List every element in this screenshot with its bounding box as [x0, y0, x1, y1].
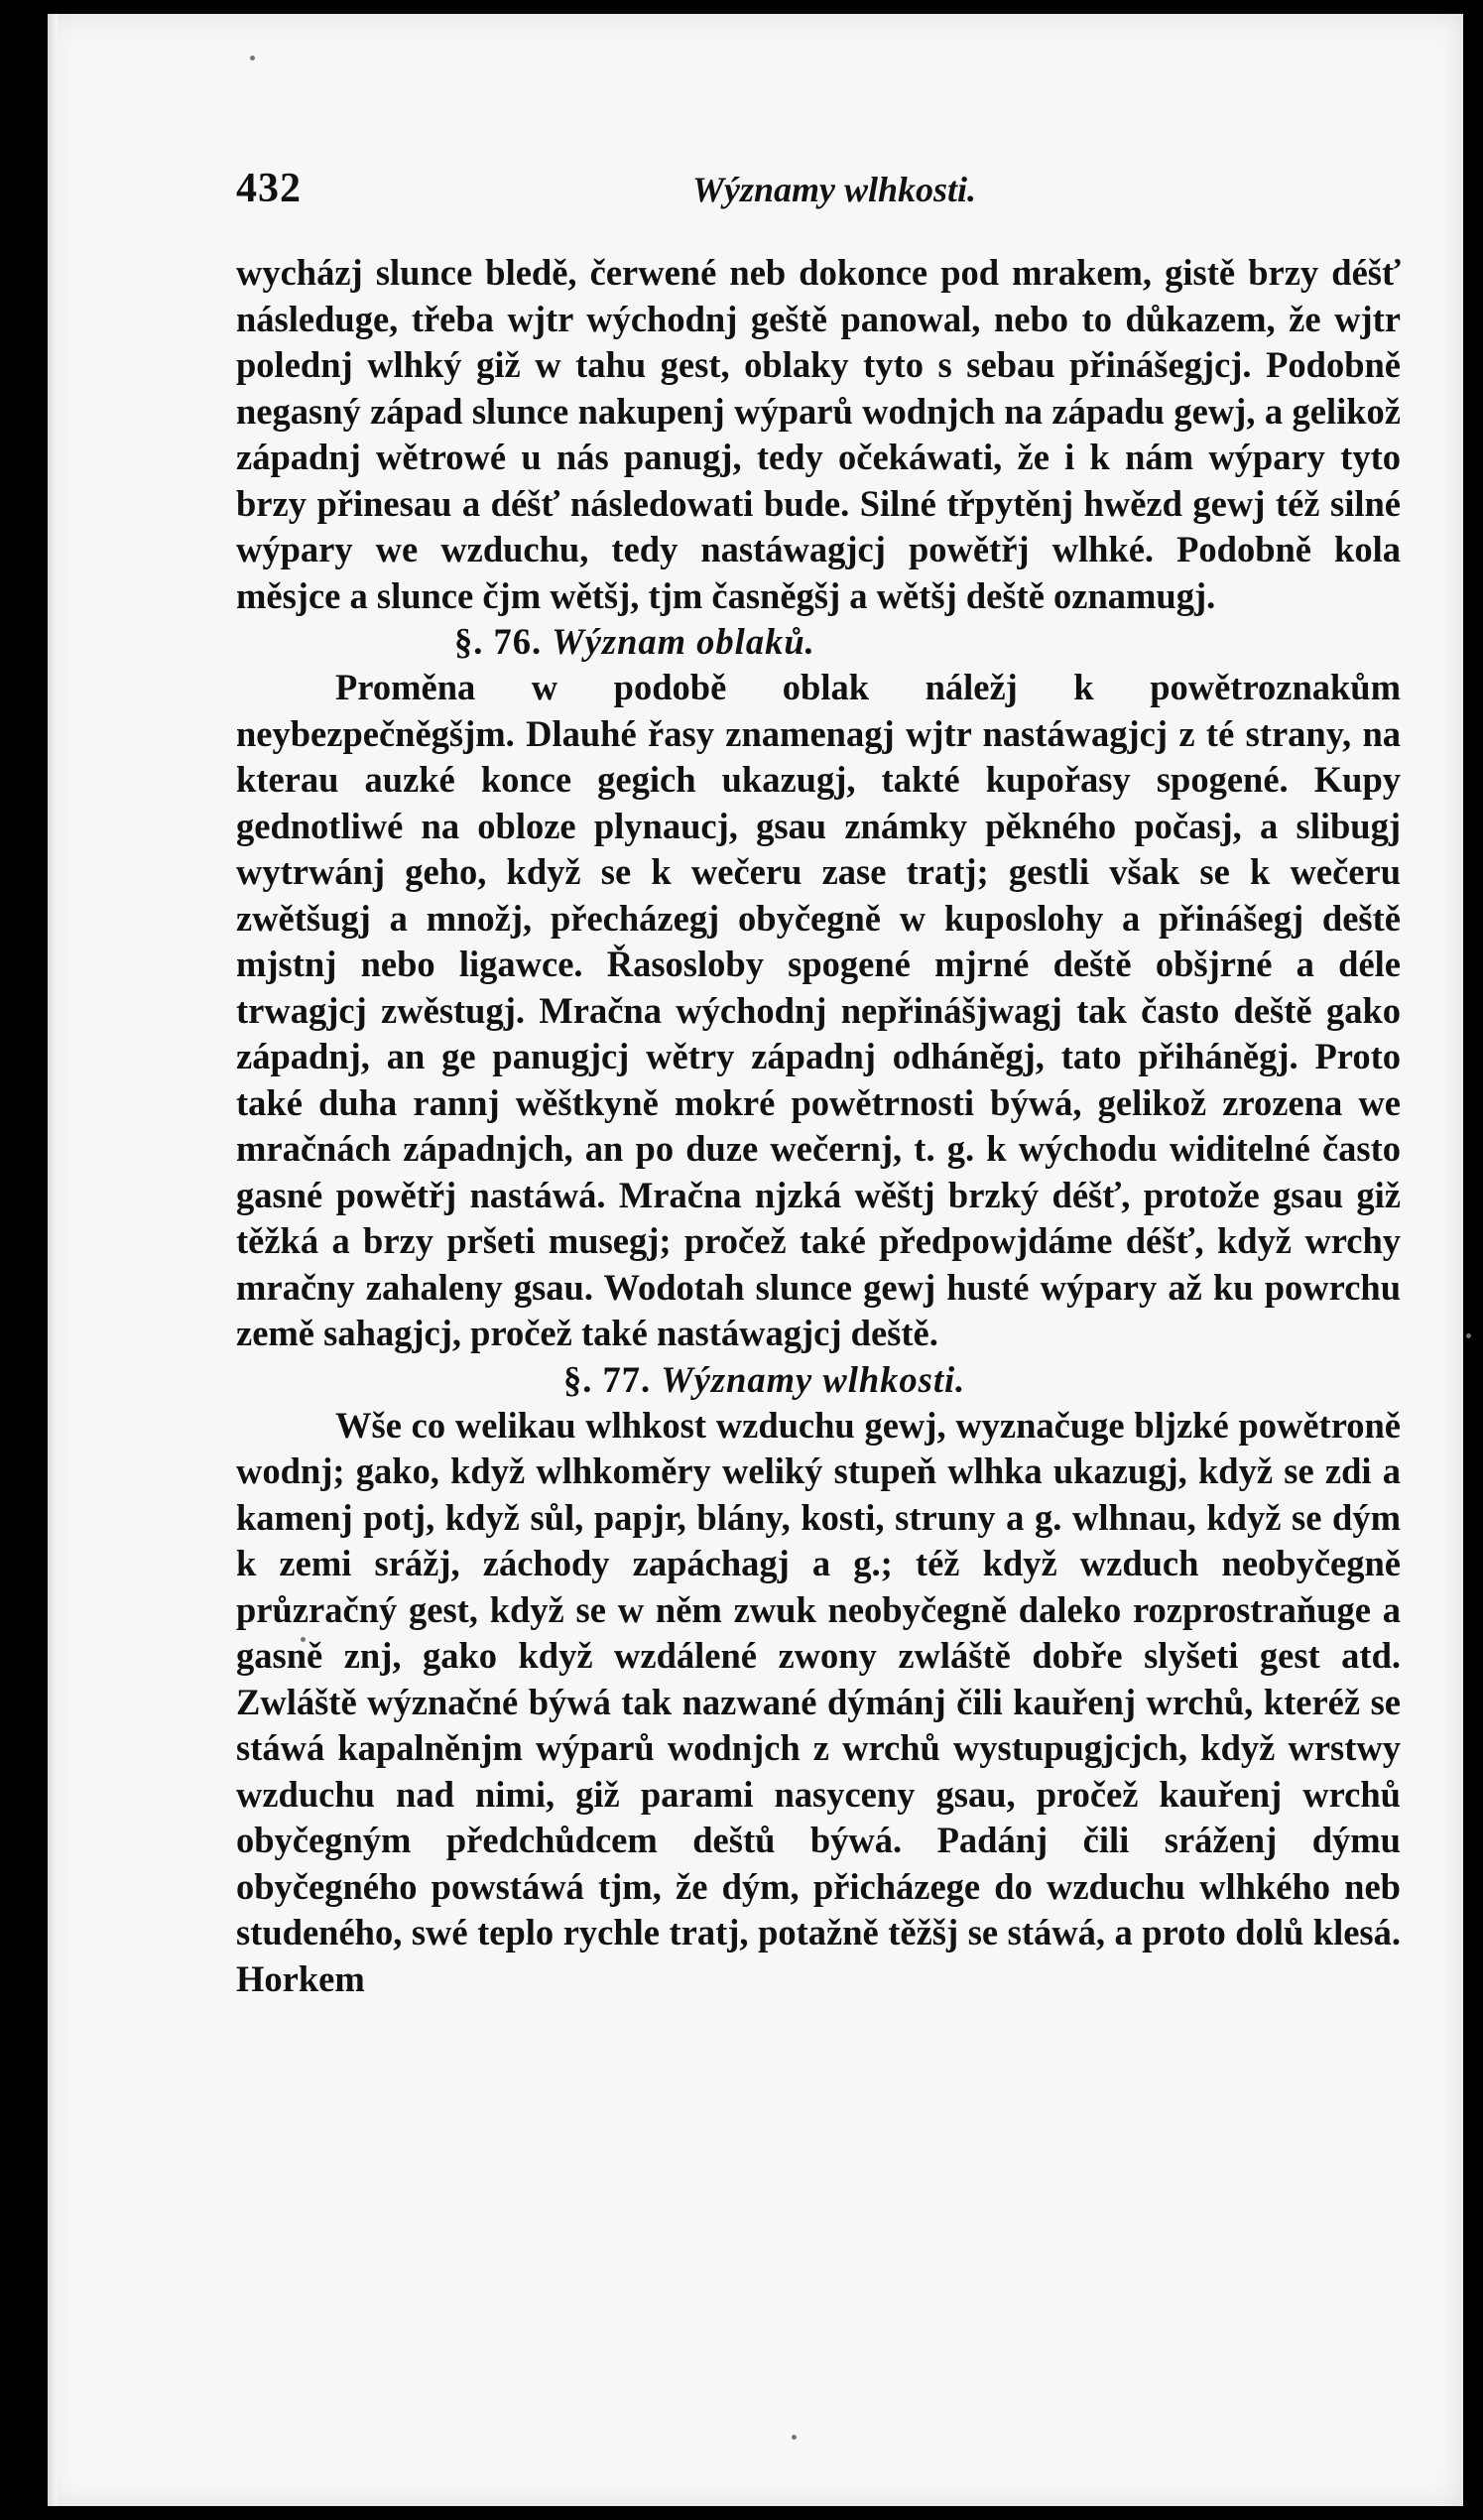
section-number: §. 76. — [454, 621, 543, 662]
paragraph-humidity: Wše co welikau wlhkost wzduchu gewj, wyznačuge bljzké powětroně wodnj; gako, když wlhkoměry weliký stupeň wlhka ukazugj, když se zdi a kamenj potj, když sůl, papjr, blány, kosti, struny a g. wlhnau, když se dým k zemi srážj, záchody zapáchagj a g.; též když wzduch neobyčegně průzračný gest, když se w něm zwuk neobyčegně daleko rozprostraňuge a gasně znj, gako když wzdálené zwony zwláště dobře slyšeti gest atd. Zwláště wýznačné býwá tak nazwané dýmánj čili kauřenj wrchů, kteréž se stáwá kapalněnjm wýparů wodnjch z wrchů wystupugjcjch, když wrstwy wzduchu nad nimi, giž parami nasyceny gsau, pročež kauřenj wrchů obyčegným předchůdcem deštů býwá. Padánj čili sráženj dýmu obyčegného powstáwá tjm, že dým, přicházege do wzduchu wlhkého neb studeného, swé teplo rychle tratj, potažně těžšj se stáwá, a proto dolů klesá. Horkem — [236, 1404, 1401, 1999]
section-heading-76 — [236, 619, 1401, 665]
book-page — [48, 14, 1463, 2506]
speck-mark — [792, 2435, 797, 2440]
body-text — [236, 250, 1401, 2002]
speck-mark — [1466, 1333, 1471, 1338]
paragraph-continuation: wycházj slunce bledě, čerwené neb dokonce pod mrakem, gistě brzy déšť následuge, třeba wjtr wýchodnj geště panowal, nebo to důkazem, že wjtr polednj wlhký giž w tahu gest, oblaky tyto s sebau přinášegjcj. Podobně negasný západ slunce nakupenj wýparů wodnjch na západu gewj, a gelikož západnj wětrowé u nás panugj, tedy očekáwati, že i k nám wýpary tyto brzy přinesau a déšť následowati bude. Silné třpytěnj hwězd gewj též silné wýpary we wzduchu, tedy nastáwagjcj powětřj wlhké. Podobně kola měsjce a slunce čjm wětšj, tjm časněgšj a wětšj deště oznamugj. — [236, 252, 1401, 616]
paragraph-clouds: Proměna w podobě oblak náležj k powětroznakům neybezpečněgšjm. Dlauhé řasy znamenagj wjtr nastáwagjcj z té strany, na kterau auzké konce gegich ukazugj, takté kupořasy spogené. Kupy gednotliwé na obloze plynaucj, gsau známky pěkného počasj, a slibugj wytrwánj geho, když se k wečeru zase tratj; gestli však se k wečeru zwětšugj a množj, přecházegj obyčegně w kuposlohy a přinášegj deště mjstnj nebo ligawce. Řasosloby spogené mjrné deště obšjrné a déle trwagjcj zwěstugj. Mračna wýchodnj nepřinášjwagj tak často deště gako západnj, an ge panugjcj wětry západnj odháněgj, tato přiháněgj. Proto také duha rannj wěštkyně mokré powětrnosti býwá, gelikož zrozena we mračnách západnjch, an po duze wečernj, t. g. k wýchodu widitelné často gasné powětřj nastáwá. Mračna njzká wěštj brzký déšť, protože gsau giž těžká a brzy pršeti musegj; pročež také předpowjdáme déšť, když wrchy mračny zahaleny gsau. Wodotah slunce gewj husté wýpary až ku powrchu země sahagjcj, pročež také nastáwagjcj deště. — [236, 667, 1401, 1353]
section-title: Wýznamy wlhkosti. — [661, 1358, 966, 1400]
speck-mark — [250, 56, 255, 61]
section-number: §. 77. — [563, 1358, 652, 1400]
page-number: 432 — [236, 166, 302, 211]
section-heading-77 — [236, 1357, 1401, 1403]
section-title: Wýznam oblaků. — [552, 621, 815, 662]
running-head — [236, 165, 1397, 220]
running-title: Wýznamy wlhkosti. — [692, 170, 977, 209]
